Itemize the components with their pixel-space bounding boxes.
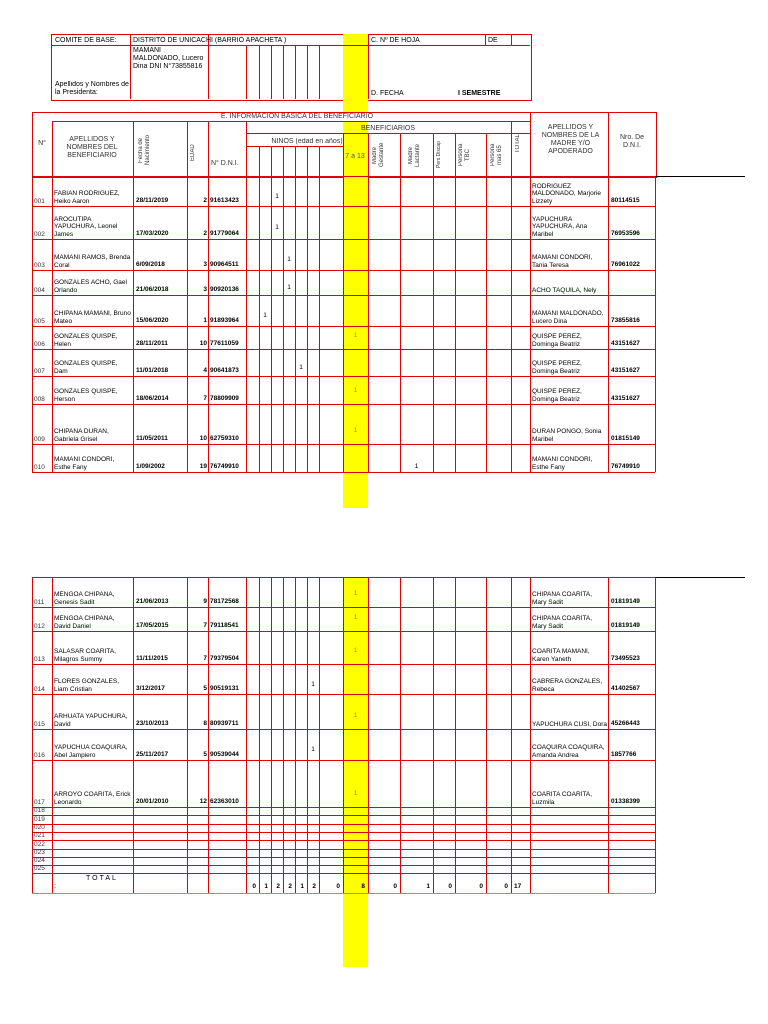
birth-date: 11/05/2011	[136, 435, 168, 442]
age-mark: 1	[311, 680, 315, 688]
mother-dni: 45266443	[611, 720, 640, 727]
v-line	[259, 146, 260, 176]
v-line	[187, 121, 188, 176]
top-grid-cells	[246, 45, 343, 99]
mother-name: COARITA COARITA, Luzmila	[532, 791, 593, 806]
ext-line	[655, 577, 745, 578]
row-number: 016	[34, 752, 45, 759]
birth-date: 23/10/2013	[136, 720, 169, 727]
age-value: 3	[203, 261, 207, 268]
col-line	[133, 577, 134, 893]
birth-date: 18/06/2014	[136, 395, 169, 402]
col-n: N°	[38, 140, 46, 147]
birth-date: 25/11/2017	[136, 751, 169, 758]
row-number: 023	[34, 848, 45, 856]
yellow-column	[343, 577, 368, 967]
age-value: 3	[203, 286, 207, 293]
beneficiary-name: ARROYO COARITA, Erick Leonardo	[54, 791, 131, 806]
age-value: 9	[203, 598, 207, 605]
v-line	[511, 121, 512, 176]
mother-name: MAMANI CONDORI, Tania Teresa	[532, 254, 593, 269]
v-line	[400, 133, 401, 176]
col-line	[608, 577, 609, 893]
birth-date: 1/09/2002	[136, 463, 165, 470]
birth-date: 21/06/2013	[136, 598, 169, 605]
dni-value: 90641873	[210, 367, 239, 374]
col-line	[319, 577, 320, 893]
total-value: 0	[479, 883, 483, 891]
col-line	[343, 577, 344, 893]
beneficiary-name: GONZALES ACHO, Gael Orlando	[54, 279, 127, 294]
col-line	[295, 577, 296, 893]
col-line	[343, 176, 344, 472]
age-mark: 1	[414, 463, 419, 470]
age-value: 7	[203, 622, 207, 629]
comite-label: COMITÉ DE BASE:	[55, 37, 117, 44]
de-label: DE	[488, 37, 498, 44]
col-line	[283, 577, 284, 893]
v-line	[530, 112, 531, 176]
total-value: 1	[426, 883, 430, 891]
birth-date: 20/01/2010	[136, 798, 169, 805]
mother-name: MAMANI CONDORI, Esthe Fany	[532, 456, 593, 471]
age-mark: 1	[299, 363, 303, 371]
birth-date: 17/03/2020	[136, 230, 169, 237]
v-line	[433, 133, 434, 176]
col-apellidos: APELLIDOS Y NOMBRES DEL BENEFICIARIO	[66, 136, 118, 159]
age-value: 19	[199, 463, 207, 470]
col-line	[246, 577, 247, 893]
row-number: 018	[34, 807, 45, 815]
col-line	[319, 176, 320, 472]
total-value: 8	[361, 883, 365, 891]
yellow-column	[343, 176, 368, 508]
mother-name: DURAN PONGO, Sonia Maribel	[532, 428, 602, 443]
col-line	[295, 176, 296, 472]
row-number: 010	[34, 464, 45, 471]
row-number: 006	[34, 341, 45, 348]
mother-name: QUISPE PEREZ, Dominga Beatriz	[532, 388, 582, 403]
v-line	[608, 112, 609, 176]
beneficiary-name: ARHUATA YAPUCHURA, David	[54, 713, 128, 728]
row-number: 017	[34, 799, 45, 806]
mother-dni: 43151627	[611, 340, 640, 347]
col-line	[133, 176, 134, 472]
comite-value: DISTRITO DE UNICACHI (BARRIO APACHETA )	[133, 37, 287, 44]
row-line-bottom	[32, 472, 655, 473]
age-mark: 1	[353, 614, 358, 621]
birth-date: 6/09/2018	[136, 261, 165, 268]
row-number: 013	[34, 656, 45, 663]
birth-date: 11/11/2015	[136, 655, 168, 662]
col-line	[52, 176, 53, 472]
beneficiary-name: CHIPANA DURAN, Gabriela Grisel	[54, 428, 109, 443]
col-madre-gestante: Madre Gestante	[372, 142, 385, 168]
col-line	[271, 176, 272, 472]
col-total: TOTAL	[515, 134, 521, 154]
age-value: 10	[199, 340, 207, 347]
v-line	[208, 121, 209, 176]
fecha-label: D. FECHA	[371, 90, 404, 97]
v-line	[343, 133, 344, 176]
beneficiary-table-bottom	[32, 577, 655, 967]
dni-value: 91613423	[210, 197, 239, 204]
row-number: 021	[34, 832, 45, 840]
col-fecha-nac: Fecha de Nacimiento	[138, 135, 151, 166]
row-number: 005	[34, 318, 45, 325]
v-line	[307, 146, 308, 176]
birth-date: 3/12/2017	[136, 685, 165, 692]
col-line	[455, 577, 456, 893]
age-value: 12	[199, 798, 207, 805]
birth-date: 17/05/2015	[136, 622, 169, 629]
mother-name: QUISPE PEREZ, Dominga Beatriz	[532, 360, 582, 375]
beneficiary-name: SALASAR COARITA, Milagros Summy	[54, 648, 117, 663]
v-line	[486, 133, 487, 176]
row-number: 019	[34, 815, 45, 823]
row-number: 002	[34, 231, 45, 238]
col-line	[208, 577, 209, 893]
birth-date: 15/06/2020	[136, 317, 169, 324]
beneficiary-table-top	[32, 176, 655, 508]
col-line	[52, 577, 53, 893]
age-value: 2	[203, 230, 207, 237]
col-line	[208, 176, 209, 472]
col-persona-tbc: Persona TBC	[458, 143, 471, 167]
beneficiary-name: MAMANI CONDORI, Esthe Fany	[54, 456, 115, 471]
row-number: 024	[34, 857, 45, 865]
mother-dni: 73855816	[611, 317, 640, 324]
total-value: 17	[514, 883, 522, 891]
col-line	[486, 577, 487, 893]
mother-name: YAPUCHURA YAPUCHURA, Ana Maribel	[532, 215, 588, 238]
v-line	[485, 34, 486, 45]
col-line	[433, 577, 434, 893]
mother-dni: 01815149	[611, 435, 640, 442]
dni-value: 90964511	[210, 261, 239, 268]
dni-value: 79379504	[210, 655, 239, 662]
age-mark: 1	[287, 256, 291, 264]
birth-date: 11/01/2018	[136, 367, 169, 374]
beneficiary-name: MAMANI RAMOS, Brenda Coral	[54, 254, 131, 269]
dni-value: 62759310	[210, 435, 239, 442]
beneficiary-name: FLORES GONZALES, Liam Cristian	[54, 678, 120, 693]
age-value: 5	[203, 685, 207, 692]
dni-value: 76749910	[210, 463, 239, 470]
col-madre-apod: APELLIDOS Y NOMBRES DE LA MADRE Y/O APODERADO	[541, 124, 600, 155]
row-number: 007	[34, 368, 45, 375]
age-value: 10	[199, 435, 207, 442]
mother-name: COARITA MAMANI, Karen Yaneth	[532, 648, 590, 663]
beneficiary-name: GONZALES QUISPE, Herson	[54, 388, 118, 403]
age-mark: 1	[353, 712, 358, 719]
col-line	[400, 577, 401, 893]
col-line	[530, 577, 531, 893]
mother-name: MAMANI MALDONADO, Lucero Dina	[532, 310, 604, 325]
col-line	[368, 577, 369, 893]
dni-value: 90519131	[210, 685, 239, 692]
age-mark: 1	[353, 590, 358, 597]
total-value: 0	[504, 883, 508, 891]
semestre-label: I SEMESTRE	[458, 90, 501, 97]
birth-date: 28/11/2011	[136, 340, 168, 347]
mother-dni: 43151627	[611, 367, 640, 374]
col-line	[368, 176, 369, 472]
ninos-label: NINOS (edad en años)	[271, 138, 343, 145]
col-line	[433, 176, 434, 472]
age-mark: 1	[353, 427, 358, 434]
dni-value: 77611059	[210, 340, 239, 347]
col-line	[32, 176, 33, 472]
col-line	[530, 176, 531, 472]
col-persona-mas65: Persona mas 65	[490, 143, 503, 167]
col-line	[246, 176, 247, 472]
col-line	[608, 176, 609, 472]
dni-value: 80939711	[210, 720, 239, 727]
v-line	[52, 121, 53, 176]
row-number: 025	[34, 865, 45, 873]
dni-value: 90539044	[210, 751, 239, 758]
row-number: 004	[34, 287, 45, 294]
mother-dni: 76953596	[611, 230, 640, 237]
v-line	[246, 121, 247, 176]
birth-date: 28/11/2019	[136, 197, 169, 204]
row-number: 020	[34, 823, 45, 831]
age-mark: 1	[353, 647, 358, 654]
total-colon: :	[54, 883, 56, 891]
dni-value: 91779064	[210, 230, 239, 237]
row-line-bottom	[32, 893, 655, 894]
ext-line	[655, 176, 745, 177]
age-mark: 1	[353, 387, 358, 394]
total-value: 0	[336, 883, 340, 891]
mother-dni: 01819149	[611, 598, 640, 605]
col-line	[307, 577, 308, 893]
mother-name: COAQUIRA COAQUIRA, Amanda Andrea	[532, 744, 605, 759]
mother-dni: 76961022	[611, 261, 640, 268]
mother-dni: 01819149	[611, 622, 640, 629]
total-label: TOTAL	[86, 875, 118, 883]
v-line	[368, 34, 369, 99]
beneficiary-name: AROCUTIPA YAPUCHURA, Leonel James	[54, 215, 118, 238]
col-line	[187, 577, 188, 893]
mother-dni: 76749910	[611, 463, 640, 470]
dni-value: 62363010	[210, 798, 239, 805]
age-mark: 1	[311, 746, 315, 754]
v-line	[133, 121, 134, 176]
row-number: 014	[34, 686, 45, 693]
h-line	[52, 121, 530, 122]
v-line	[271, 146, 272, 176]
age-mark: 1	[287, 283, 291, 291]
age-mark: 1	[263, 312, 267, 320]
col-line	[655, 577, 656, 893]
age-value: 1	[203, 317, 207, 324]
total-value: 0	[448, 883, 452, 891]
total-value: 0	[252, 883, 256, 891]
col-line	[271, 577, 272, 893]
col-line	[187, 176, 188, 472]
col-line	[307, 176, 308, 472]
mother-dni: 01338399	[611, 798, 640, 805]
mother-dni: 41402567	[611, 685, 640, 692]
row-number: 009	[34, 436, 45, 443]
mother-dni: 43151627	[611, 395, 640, 402]
beneficiary-name: MENGOA CHIPANA, David Daniel	[54, 615, 115, 630]
total-value: 1	[264, 883, 268, 891]
v-line	[130, 34, 131, 99]
col-line	[511, 577, 512, 893]
total-value: 1	[300, 883, 304, 891]
beneficiary-name: GONZALES QUISPE, Dam	[54, 360, 118, 375]
row-number: 022	[34, 840, 45, 848]
beneficiary-name: GONZALES QUISPE, Helen	[54, 333, 118, 348]
col-7a13: 7 a 13	[345, 153, 365, 160]
mother-dni: 73495523	[611, 655, 640, 662]
mother-name: QUISPE PEREZ, Dominga Beatriz	[532, 333, 582, 348]
row-number: 008	[34, 396, 45, 403]
dni-value: 78809909	[210, 395, 239, 402]
col-line	[259, 176, 260, 472]
beneficiary-name: FABIAN RODRIGUEZ, Heiko Aaron	[54, 190, 120, 205]
col-edad: EDAD	[190, 144, 196, 161]
col-line	[455, 176, 456, 472]
total-value: 2	[288, 883, 292, 891]
total-value: 0	[393, 883, 397, 891]
birth-date: 21/06/2018	[136, 286, 169, 293]
row-number: 003	[34, 262, 45, 269]
mother-name: CHIPANA COARITA, Mary Sadit	[532, 591, 593, 606]
mother-name: CABRERA GONZALES, Rebeca	[532, 678, 603, 693]
presidenta-label: Apellidos y Nombres de la Presidenta:	[55, 81, 129, 96]
age-value: 7	[203, 395, 207, 402]
v-line	[319, 146, 320, 176]
age-value: 7	[203, 655, 207, 662]
v-line	[511, 34, 512, 45]
dni-value: 79118541	[210, 622, 239, 629]
col-dni: N° D.N.I.	[211, 160, 239, 167]
col-line	[259, 577, 260, 893]
col-line	[511, 176, 512, 472]
beneficiary-name: MENGOA CHIPANA, Genesis Sadit	[54, 591, 115, 606]
mother-name: CHIPANA COARITA, Mary Sadit	[532, 615, 593, 630]
mother-name: YAPUCHURA CUSI, Dora	[532, 720, 608, 728]
col-pers-discap: Pers Discap	[436, 141, 442, 169]
age-value: 4	[203, 367, 207, 374]
beneficiary-name: CHIPANA MAMANI, Bruno Mateo	[54, 310, 131, 325]
dni-value: 91893964	[210, 317, 239, 324]
col-line	[400, 176, 401, 472]
beneficiarios-label: BENEFICIARIOS	[360, 125, 416, 132]
total-value: 2	[276, 883, 280, 891]
col-nro-dni: Nro. De D.N.I.	[619, 134, 645, 149]
row-number: 015	[34, 721, 45, 728]
presidenta-value: MAMANI MALDONADO, Lucero Dina DNI N°73855816	[133, 47, 204, 70]
section-title: E. INFORMACION BASICA DEL BENEFICIARIO	[220, 113, 374, 120]
age-value: 8	[203, 720, 207, 727]
age-mark: 1	[275, 224, 279, 232]
mother-dni: 1857766	[611, 751, 637, 758]
v-line	[455, 133, 456, 176]
beneficiary-name: YAPUCHUA COAQUIRA, Abel Jampiero	[54, 744, 128, 759]
row-number: 011	[34, 599, 45, 606]
mother-dni: 80114515	[611, 197, 640, 204]
mother-name: ACHO TAQUILA, Nely	[532, 286, 597, 294]
col-line	[283, 176, 284, 472]
h-line	[246, 133, 530, 134]
age-mark: 1	[353, 332, 358, 339]
mother-name: RODRIGUEZ MALDONADO, Marjorie Lizzety	[532, 182, 601, 205]
col-line	[655, 176, 656, 472]
dni-value: 90920136	[210, 286, 239, 293]
v-line	[368, 133, 369, 176]
dni-value: 78172568	[210, 598, 239, 605]
hoja-label: C. Nº DE HOJA	[371, 37, 420, 44]
col-madre-lactante: Madre Lactante	[408, 143, 421, 167]
age-mark: 1	[275, 192, 279, 200]
col-line	[486, 176, 487, 472]
row-number: 001	[34, 198, 45, 205]
age-mark: 1	[353, 790, 358, 797]
v-line	[283, 146, 284, 176]
row-number: 012	[34, 623, 45, 630]
age-value: 5	[203, 751, 207, 758]
total-value: 2	[312, 883, 316, 891]
age-value: 2	[203, 197, 207, 204]
v-line	[295, 146, 296, 176]
col-line	[32, 577, 33, 893]
